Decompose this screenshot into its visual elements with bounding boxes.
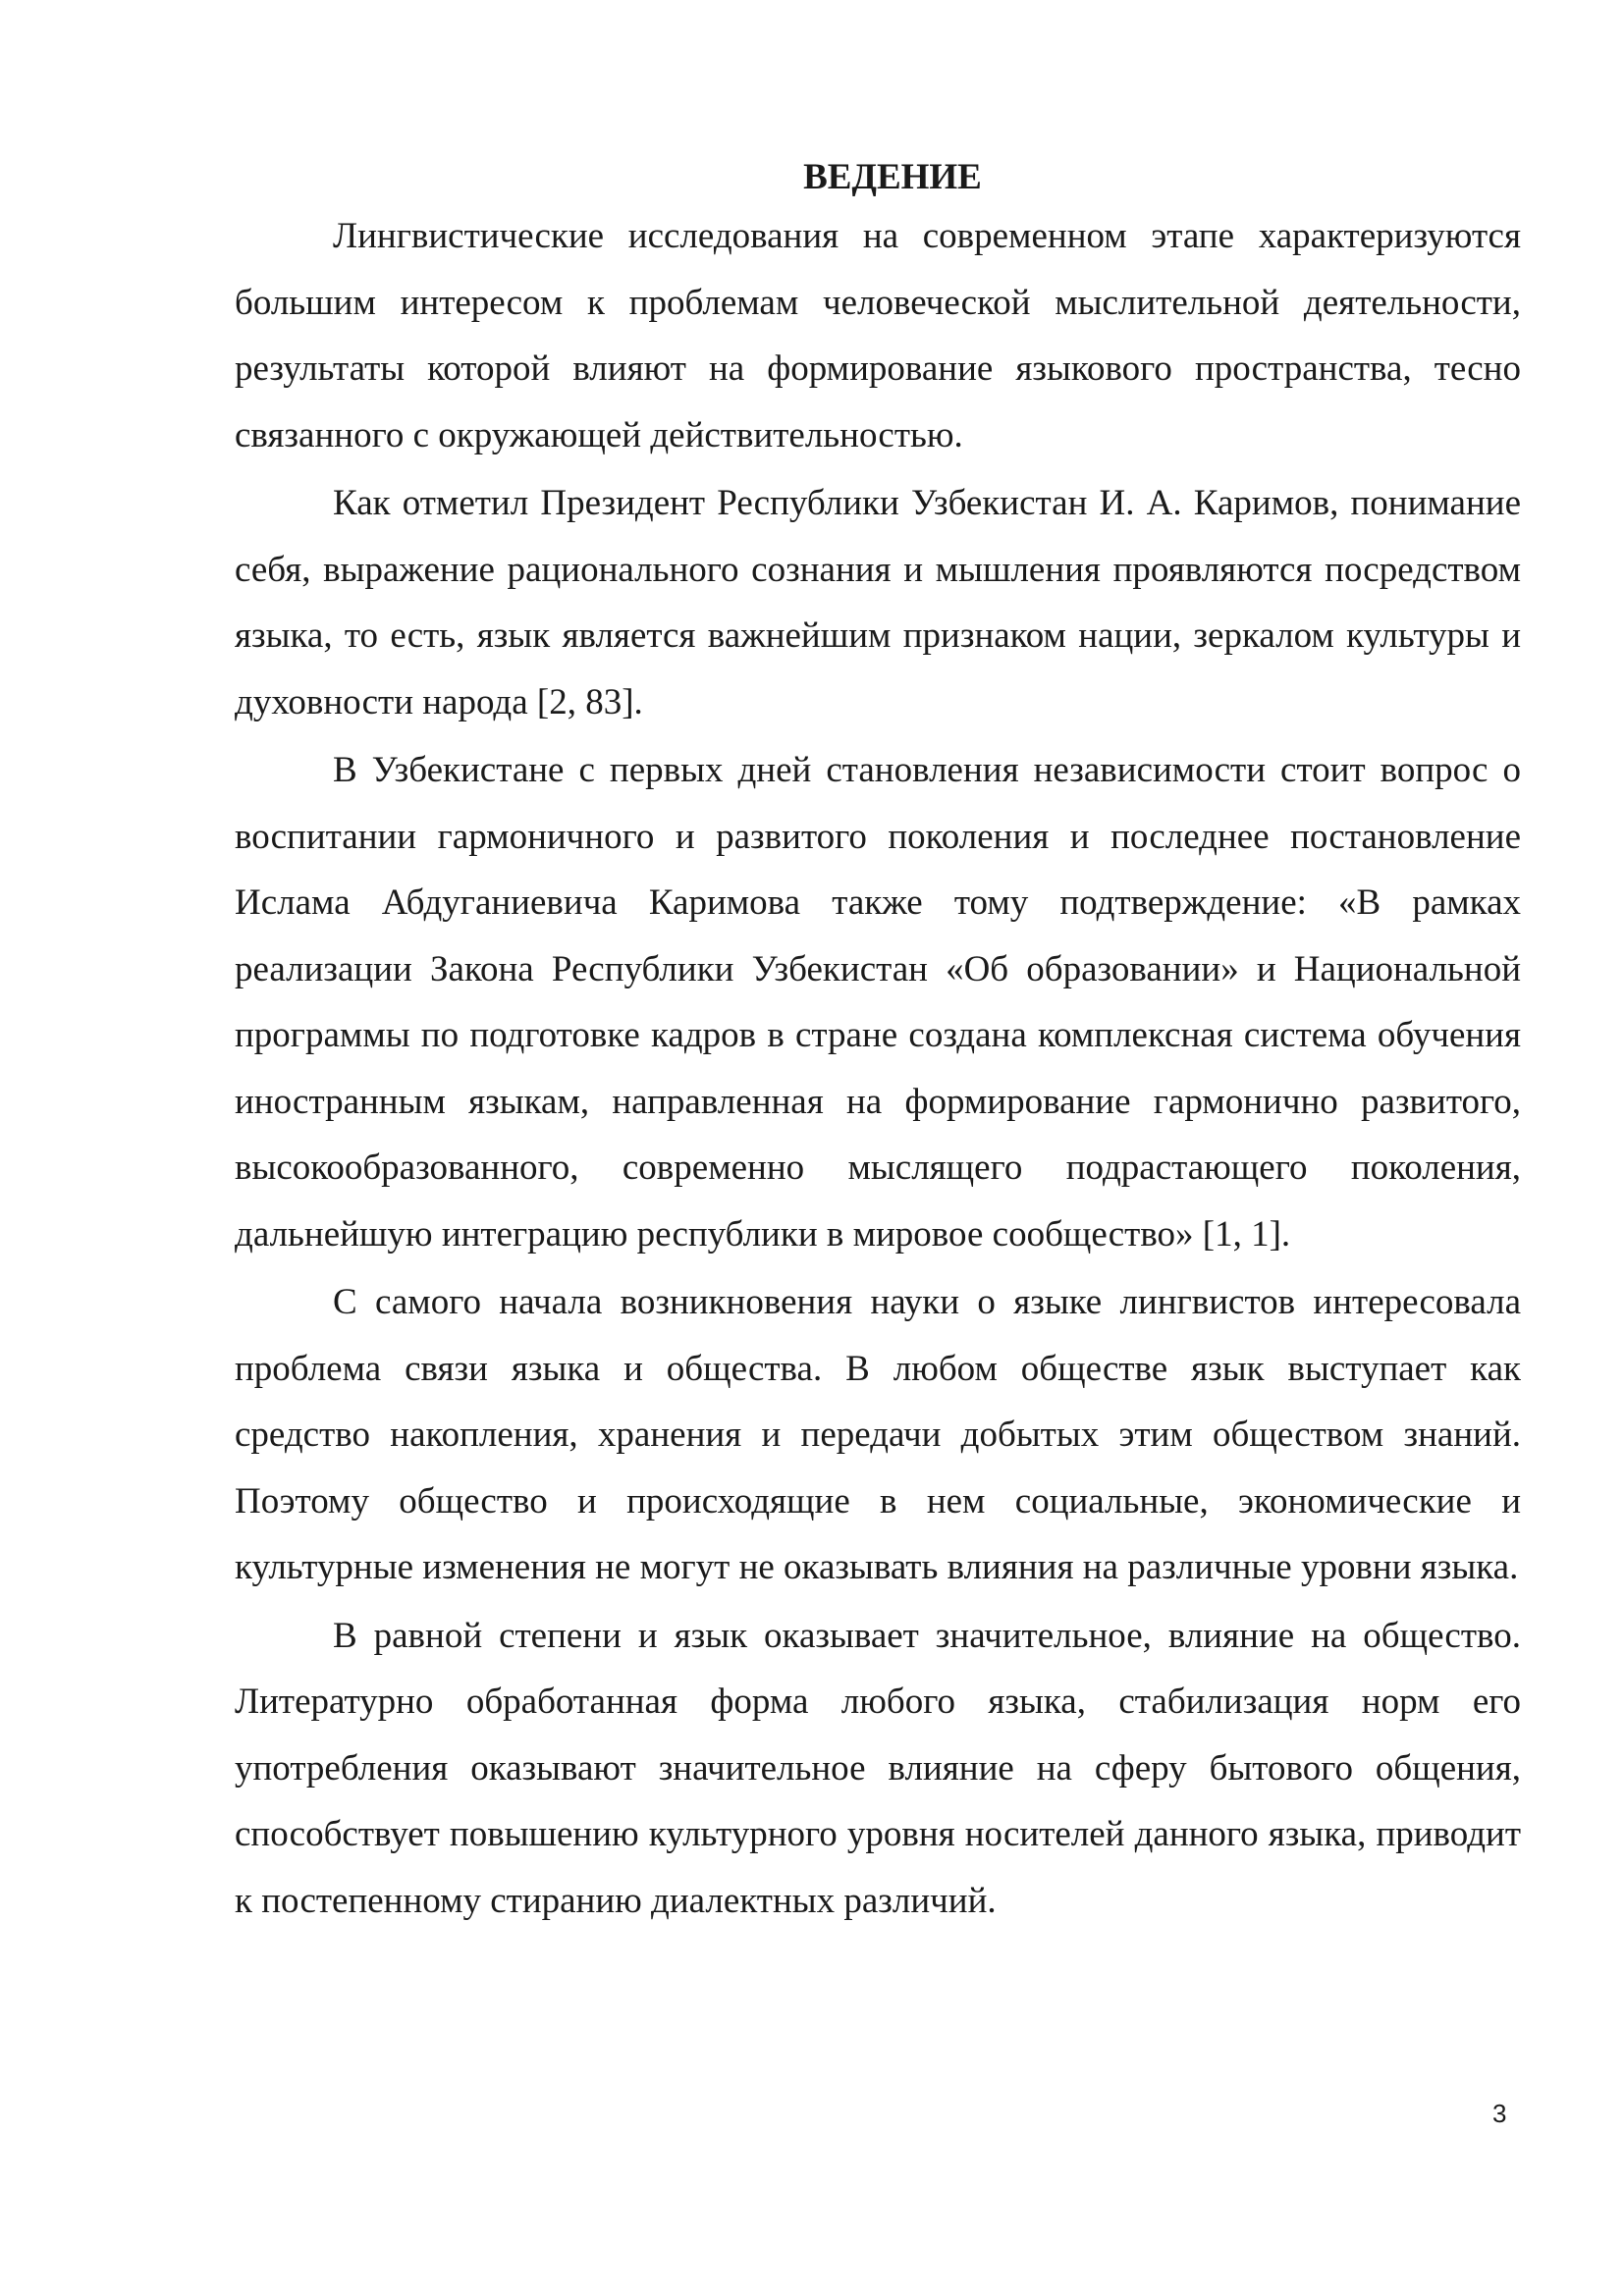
section-heading: ВЕДЕНИЕ [803,157,982,197]
paragraph: С самого начала возникновения науки о языке лингвистов интересовала проблема связи языка и общества. В любом обществе язык выступает как средство накопления, хранения и передачи добытых этим обществом знаний. Поэтому общество и происходящие в нем социальные, экономические и культурные изменения не могут не оказывать влияния на различные уровни языка. [235,1282,1521,1587]
paragraph: Лингвистические исследования на современном этапе характеризуются большим интересом к проблемам человеческой мыслительной деятельности, результаты которой влияют на формирование языкового пространства, тесно связанного с окружающей действительностью. [235,216,1521,455]
page-number: 3 [1492,2099,1507,2128]
paragraph: В Узбекистане с первых дней становления независимости стоит вопрос о воспитании гармоничного и развитого поколения и последнее постановление Ислама Абдуганиевича Каримова также тому подтверждение: «В рамках реализации Закона Республики Узбекистан «Об образовании» и Национальной программы по подготовке кадров в стране создана комплексная система обучения иностранным языкам, направленная на формирование гармонично развитого, высокообразованного, современно мыслящего подрастающего поколения, дальнейшую интеграцию республики в мировое сообщество» [1, 1]. [235,750,1521,1255]
paragraph: В равной степени и язык оказывает значительное, влияние на общество. Литературно обработанная форма любого языка, стабилизация норм его употребления оказывают значительное влияние на сферу бытового общения, способствует повышению культурного уровня носителей данного языка, приводит к постепенному стиранию диалектных различий. [235,1615,1521,1921]
paragraph: Как отметил Президент Республики Узбекистан И. А. Каримов, понимание себя, выражение рационального сознания и мышления проявляются посредством языка, то есть, язык является важнейшим признаком нации, зеркалом культуры и духовности народа [2, 83]. [235,483,1521,722]
document-body [235,152,1521,1934]
